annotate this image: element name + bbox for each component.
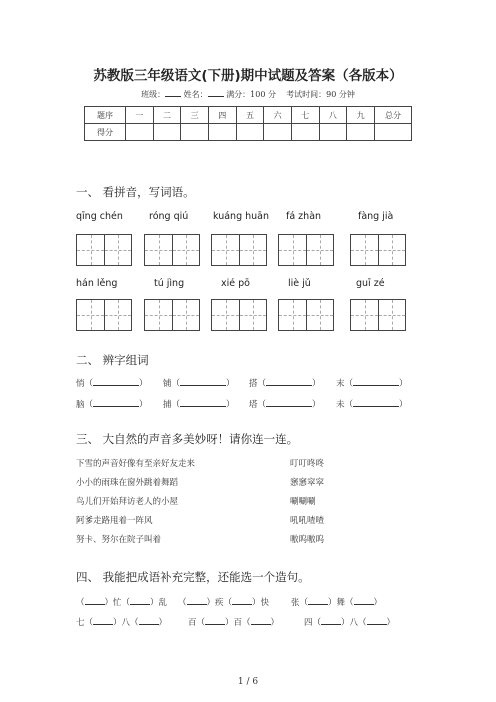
word-pair (76, 376, 148, 389)
char-label: 塔（ (249, 400, 267, 410)
answer-blank[interactable] (266, 376, 312, 386)
header-cell: 总分 (375, 107, 412, 124)
writing-grid[interactable] (278, 234, 334, 266)
paren-close: ） (312, 379, 321, 389)
word-pair (249, 376, 321, 389)
idiom-blank[interactable] (232, 595, 252, 605)
idiom-text: 四（ (304, 618, 322, 628)
idiom-text: （ (178, 598, 187, 608)
class-label: 班级： (141, 90, 166, 99)
pinyin: fàng jià (358, 211, 394, 222)
section3-heading: 三、 大自然的声音多美妙呀！请你连一连。 (76, 432, 299, 446)
idiom-text: ）八（ (341, 618, 367, 628)
char-label: 捕（ (163, 400, 181, 410)
header-cell: 八 (319, 107, 347, 124)
paren-close: ） (312, 400, 321, 410)
header-cell: 三 (181, 107, 209, 124)
header-cell: 五 (236, 107, 264, 124)
answer-blank[interactable] (353, 376, 399, 386)
idiom-blank[interactable] (308, 595, 328, 605)
idiom (304, 615, 395, 628)
pinyin: hán lěng (76, 278, 118, 289)
pinyin: tú jìng (154, 278, 185, 289)
idiom-blank[interactable] (251, 615, 271, 625)
page-title: 苏教版三年级语文(下册)期中试题及答案（各版本） (93, 68, 403, 84)
answer-blank[interactable] (266, 397, 312, 407)
word-pair (336, 397, 408, 410)
writing-grid[interactable] (211, 299, 267, 331)
idiom-blank[interactable] (139, 615, 159, 625)
idiom-text: ） (158, 618, 168, 628)
score-table (84, 106, 412, 141)
paren-close: ） (399, 379, 408, 389)
idiom-blank[interactable] (130, 595, 150, 605)
match-left-item[interactable]: 小小的雨珠在窗外跳着舞蹈 (76, 478, 179, 488)
section4-heading: 四、 我能把成语补充完整，还能选一个造句。 (76, 570, 310, 584)
header-cell: 四 (208, 107, 236, 124)
paren-close: ） (226, 400, 235, 410)
idiom-blank[interactable] (85, 595, 105, 605)
idiom-blank[interactable] (367, 615, 387, 625)
exam-time: 考试时间：90 分钟 (286, 90, 355, 99)
score-cell[interactable] (236, 124, 264, 141)
writing-grid[interactable] (350, 299, 406, 331)
writing-grid[interactable] (76, 234, 132, 266)
idiom-text: ）八（ (113, 618, 139, 628)
idiom-text: 张（ (291, 598, 309, 608)
idiom-text: ）疾（ (206, 598, 233, 608)
idiom-text: ） (386, 618, 396, 628)
idiom-text: ） (373, 598, 383, 608)
idiom (76, 615, 167, 628)
pinyin: liè jǔ (288, 278, 311, 289)
score-cell[interactable] (208, 124, 236, 141)
section1-heading: 一、 看拼音，写词语。 (76, 185, 195, 199)
idiom (188, 615, 279, 628)
match-right-item[interactable]: 唰唰唰 (290, 497, 316, 507)
paren-close: ） (226, 379, 235, 389)
name-blank[interactable] (208, 88, 224, 97)
idiom-text: （ (76, 598, 85, 608)
score-header-row (85, 107, 412, 124)
paren-close: ） (139, 379, 148, 389)
idiom-blank[interactable] (354, 595, 374, 605)
score-cell[interactable] (347, 124, 375, 141)
idiom-text: ）舞（ (328, 598, 354, 608)
idiom (178, 595, 269, 608)
class-blank[interactable] (165, 88, 181, 97)
char-label: 未（ (336, 400, 354, 410)
idiom-blank[interactable] (187, 595, 207, 605)
idiom-text: ）快 (252, 598, 270, 608)
paren-close: ） (139, 400, 148, 410)
writing-grid[interactable] (278, 299, 334, 331)
score-cell[interactable] (181, 124, 209, 141)
idiom (76, 595, 167, 608)
pinyin: fá zhàn (286, 211, 322, 222)
idiom (291, 595, 382, 608)
idiom-blank[interactable] (321, 615, 341, 625)
header-cell: 六 (264, 107, 292, 124)
answer-blank[interactable] (93, 376, 139, 386)
writing-grid[interactable] (144, 299, 200, 331)
idiom-blank[interactable] (205, 615, 225, 625)
idiom-blank[interactable] (93, 615, 113, 625)
score-cell[interactable] (291, 124, 319, 141)
score-cell[interactable] (375, 124, 412, 141)
char-label: 悄（ (76, 379, 94, 389)
char-label: 搭（ (249, 379, 267, 389)
paren-close: ） (399, 400, 408, 410)
score-row (85, 124, 412, 141)
pinyin: róng qiú (149, 211, 189, 222)
writing-grid[interactable] (144, 234, 200, 266)
idiom-text: ）乱 (150, 598, 168, 608)
answer-blank[interactable] (180, 376, 226, 386)
writing-grid[interactable] (211, 234, 267, 266)
header-cell: 二 (153, 107, 181, 124)
word-pair (249, 397, 321, 410)
writing-grid[interactable] (350, 234, 406, 266)
header-cell: 七 (291, 107, 319, 124)
match-left-item[interactable]: 下雪的声音好像有至亲好友走来 (76, 459, 196, 469)
idiom-text: ）忙（ (104, 598, 131, 608)
char-label: 末（ (336, 379, 354, 389)
match-left-item[interactable]: 鸟儿们开始拜访老人的小屋 (76, 497, 179, 507)
section2-heading: 二、 辨字组词 (76, 353, 149, 367)
char-label: 脑（ (76, 400, 94, 410)
idiom-text: ）百（ (225, 618, 251, 628)
score-cell[interactable] (264, 124, 292, 141)
answer-blank[interactable] (93, 397, 139, 407)
row-label: 得分 (85, 124, 126, 141)
exam-info (0, 88, 496, 100)
header-cell: 九 (347, 107, 375, 124)
header-cell: 题序 (85, 107, 126, 124)
score-cell[interactable] (153, 124, 181, 141)
pinyin: kuáng huān (213, 211, 270, 222)
pinyin: qīng chén (76, 211, 123, 222)
word-pair (76, 397, 148, 410)
match-right-item[interactable]: 嗷呜嗷呜 (290, 535, 325, 545)
match-right-item[interactable]: 窸窸窣窣 (290, 478, 325, 488)
pinyin: xié pō (221, 278, 250, 289)
match-right-item[interactable]: 吼吼喳喳 (290, 516, 325, 526)
full-score: 满分：100 分 (226, 90, 276, 99)
word-pair (163, 397, 235, 410)
score-cell[interactable] (126, 124, 154, 141)
match-left-item[interactable]: 努卡、努尔在院子叫着 (76, 535, 162, 545)
word-pair (336, 376, 408, 389)
pinyin: guī zé (356, 278, 385, 289)
header-cell: 一 (126, 107, 154, 124)
answer-blank[interactable] (353, 397, 399, 407)
char-label: 铺（ (163, 379, 181, 389)
idiom-text: 七（ (76, 618, 94, 628)
idiom-text: ） (270, 618, 280, 628)
match-right-item[interactable]: 叮叮咚咚 (290, 459, 325, 469)
match-left-item[interactable]: 阿爹走路甩着一阵风 (76, 516, 153, 526)
page-number: 1 / 6 (237, 677, 259, 687)
score-cell[interactable] (319, 124, 347, 141)
answer-blank[interactable] (180, 397, 226, 407)
idiom-text: 百（ (188, 618, 206, 628)
word-pair (163, 376, 235, 389)
name-label: 姓名： (183, 90, 208, 99)
writing-grid[interactable] (76, 299, 132, 331)
